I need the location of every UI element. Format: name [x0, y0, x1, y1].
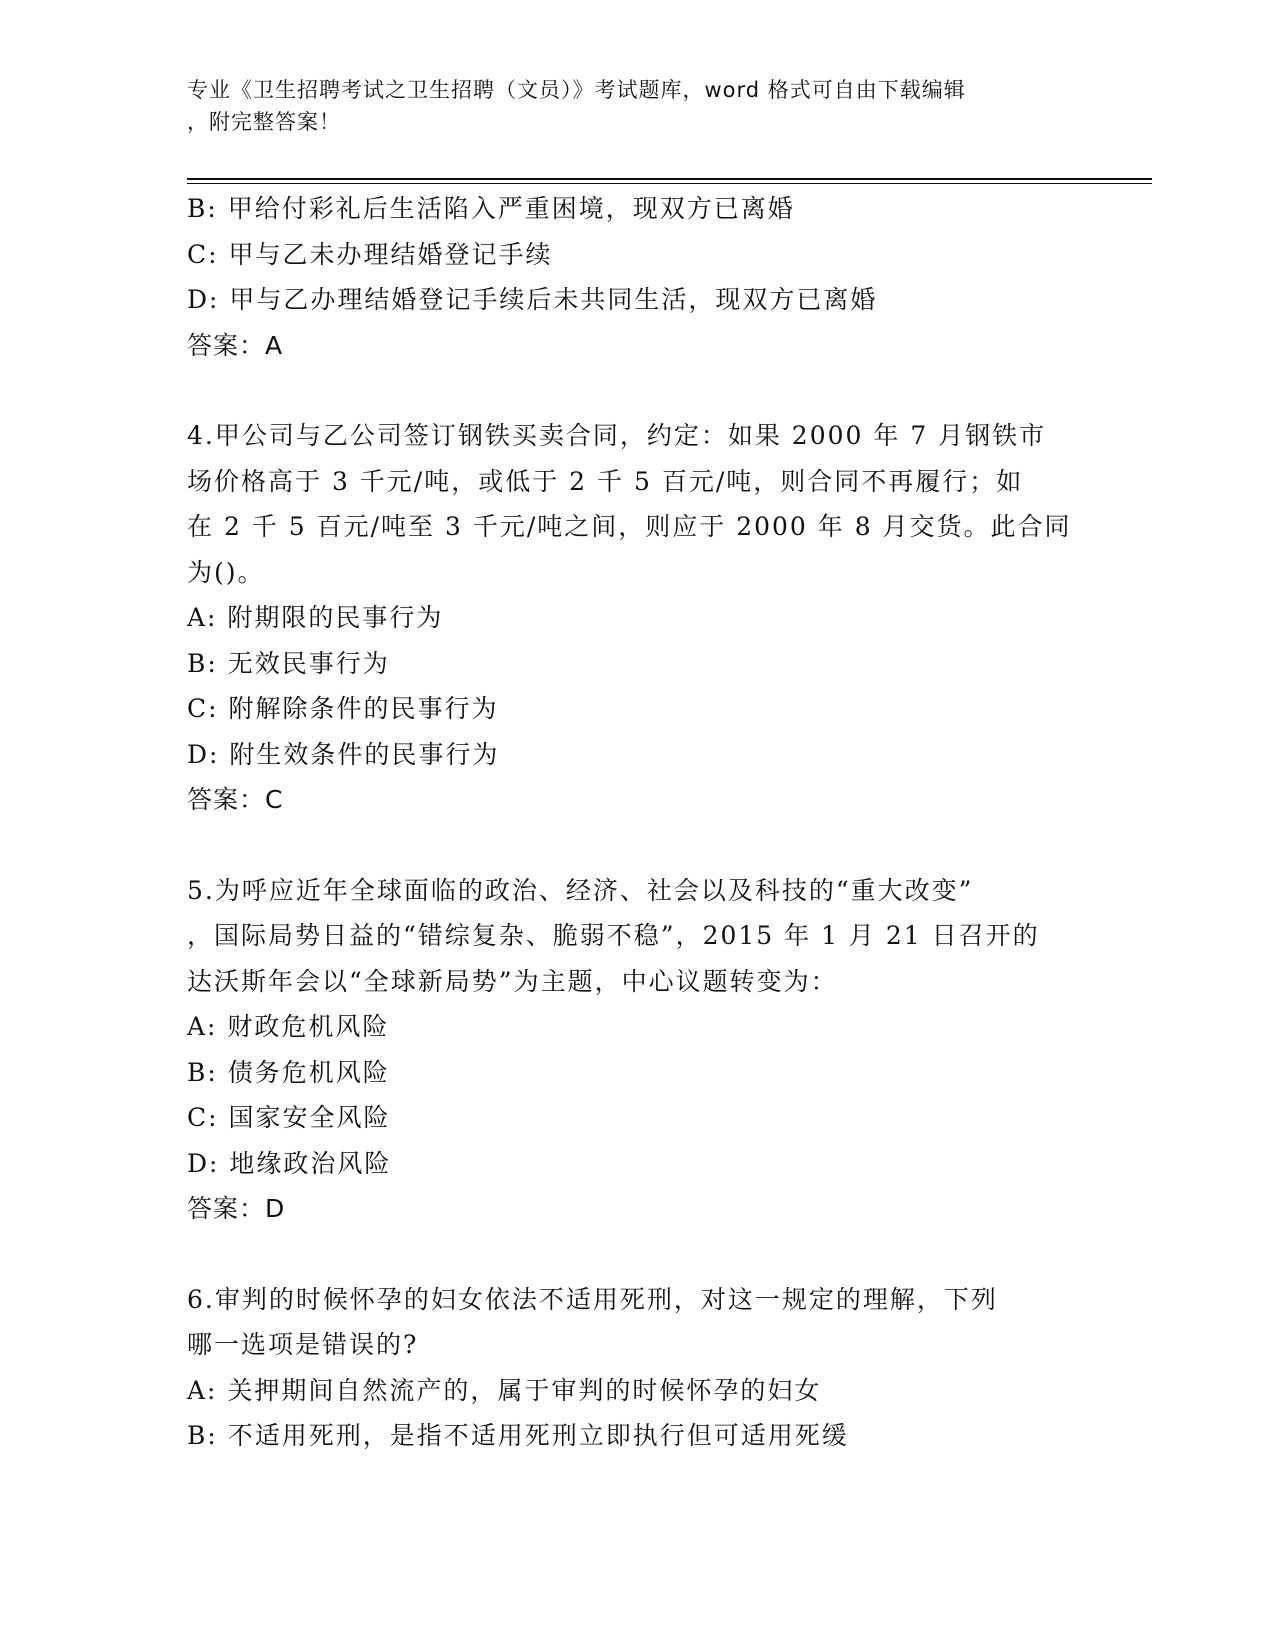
question-block-6 [187, 1277, 1087, 1459]
question-text-line: 4.甲公司与乙公司签订钢铁买卖合同，约定：如果 2000 年 7 月钢铁市 [187, 421, 1047, 450]
header-rule-thick [187, 178, 1152, 180]
question-block-3 [187, 186, 1087, 368]
option-d: D: 甲与乙办理结婚登记手续后未共同生活，现双方已离婚 [187, 285, 878, 314]
question-text-line: 5.为呼应近年全球面临的政治、经济、社会以及科技的“重大改变” [187, 875, 974, 905]
option-d: D: 地缘政治风险 [187, 1148, 392, 1178]
answer-line: 答案：C [187, 785, 284, 814]
option-b: B: 不适用死刑，是指不适用死刑立即执行但可适用死缓 [187, 1421, 849, 1450]
option-c: C: 国家安全风险 [187, 1103, 391, 1132]
option-c: C: 甲与乙未办理结婚登记手续 [187, 239, 553, 269]
option-a: A: 关押期间自然流产的，属于审判的时候怀孕的妇女 [187, 1375, 822, 1405]
question-text-line: 为()。 [187, 557, 265, 587]
option-d: D: 附生效条件的民事行为 [187, 739, 500, 769]
question-text-line: 场价格高于 3 千元/吨，或低于 2 千 5 百元/吨，则合同不再履行；如 [187, 466, 1024, 496]
answer-line: 答案：D [187, 1194, 286, 1223]
question-text-line: 哪一选项是错误的? [187, 1330, 419, 1359]
header-line-2: ，附完整答案！ [187, 110, 341, 134]
option-a: A: 附期限的民事行为 [187, 603, 444, 632]
option-c: C: 附解除条件的民事行为 [187, 694, 499, 723]
option-b: B: 甲给付彩礼后生活陷入严重困境，现双方已离婚 [187, 194, 795, 223]
question-block-4 [187, 413, 1087, 823]
option-a: A: 财政危机风险 [187, 1012, 390, 1041]
question-block-5 [187, 868, 1087, 1232]
question-text-line: ，国际局势日益的“错综复杂、脆弱不稳”，2015 年 1 月 21 日召开的 [187, 921, 1040, 950]
answer-line: 答案：A [187, 330, 284, 360]
option-b: B: 无效民事行为 [187, 648, 390, 678]
document-body [187, 186, 1087, 1459]
option-b: B: 债务危机风险 [187, 1057, 390, 1087]
header-rule-thin [187, 183, 1152, 184]
document-header [187, 74, 1087, 138]
question-text-line: 在 2 千 5 百元/吨至 3 千元/吨之间，则应于 2000 年 8 月交货。此合同 [187, 512, 1072, 541]
header-line-1: 专业《卫生招聘考试之卫生招聘（文员）》考试题库，word 格式可自由下载编辑 [187, 78, 966, 102]
question-text-line: 6.审判的时候怀孕的妇女依法不适用死刑，对这一规定的理解，下列 [187, 1284, 998, 1314]
question-text-line: 达沃斯年会以“全球新局势”为主题，中心议题转变为： [187, 966, 838, 996]
